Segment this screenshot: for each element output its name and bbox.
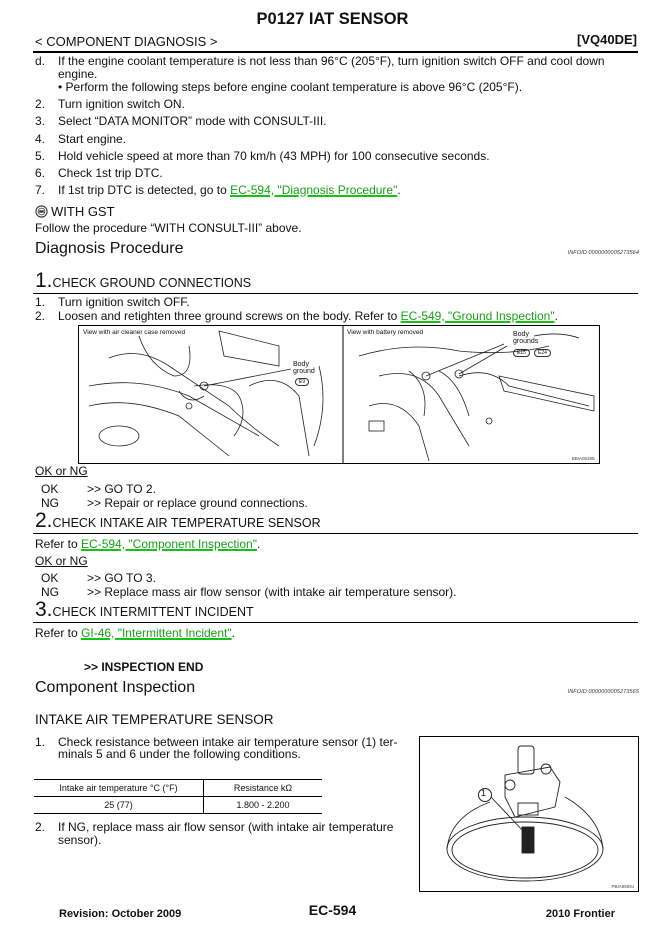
figure-code: PBIA9559J	[611, 884, 634, 889]
sensor-figure	[419, 736, 639, 892]
left-callout-line1: Body	[293, 361, 309, 368]
result-text: >> GO TO 3.	[87, 571, 156, 585]
step-item	[35, 97, 185, 111]
refer-suffix: .	[231, 626, 235, 640]
step3-heading	[35, 599, 254, 623]
gst-heading-text: WITH GST	[51, 204, 115, 219]
step-item	[35, 149, 490, 163]
inspection-item-2	[35, 820, 393, 834]
step3-number: 3.	[35, 598, 53, 621]
step1-heading	[35, 270, 251, 294]
right-view-caption: View with battery removed	[347, 329, 424, 336]
header-rule	[33, 51, 638, 53]
link-diagnosis-procedure[interactable]: EC-594, "Diagnosis Procedure"	[230, 183, 398, 197]
step2-number: 2.	[35, 509, 53, 532]
result-text: >> Repair or replace ground connections.	[87, 496, 308, 510]
item-number: 2.	[35, 309, 46, 323]
step-suffix: .	[397, 183, 401, 197]
step-number: 7.	[35, 183, 46, 197]
item-number: 2.	[35, 820, 46, 834]
item-text: Turn ignition switch OFF.	[58, 295, 190, 309]
step2-result-ok	[35, 571, 156, 585]
connector-e15: E15	[513, 349, 530, 357]
step-d-bullet: • Perform the following steps before engine coolant temperature is above 96°C (205°F).	[58, 80, 523, 94]
table-row	[34, 797, 322, 814]
step2-heading	[35, 510, 321, 534]
gst-text: Follow the procedure “WITH CONSULT-III” above.	[35, 221, 302, 235]
item-suffix: .	[554, 309, 558, 323]
item-number: 1.	[35, 735, 46, 749]
step2-title: CHECK INTAKE AIR TEMPERATURE SENSOR	[52, 516, 321, 530]
component-infoid: INFOID:0000000005273565	[567, 689, 639, 695]
engine-model: [VQ40DE]	[577, 32, 637, 47]
section-label: < COMPONENT DIAGNOSIS >	[35, 34, 218, 49]
ground-figure	[78, 325, 600, 464]
right-callout-line1: Body	[513, 331, 529, 338]
footer-page-number: EC-594	[308, 902, 357, 918]
result-text: >> Replace mass air flow sensor (with intake air temperature sensor).	[87, 585, 457, 599]
table-header-row	[34, 780, 322, 797]
step-number: 2.	[35, 97, 46, 111]
table-cell: 1.800 - 2.200	[236, 800, 290, 810]
step2-okng-label: OK or NG	[35, 554, 88, 568]
step3-title: CHECK INTERMITTENT INCIDENT	[52, 605, 254, 619]
step-number: d.	[35, 54, 46, 68]
table-header: Intake air temperature °C (°F)	[34, 780, 204, 797]
left-callout	[293, 361, 315, 375]
item-text: If NG, replace mass air flow sensor (with intake air temperature	[58, 820, 394, 834]
step-number: 4.	[35, 132, 46, 146]
step-text: Hold vehicle speed at more than 70 km/h (43 MPH) for 100 consecutive seconds.	[58, 149, 490, 163]
step2-result-ng	[35, 585, 457, 599]
iat-sensor-subheading: INTAKE AIR TEMPERATURE SENSOR	[35, 712, 274, 727]
result-label: OK	[41, 482, 59, 496]
diagnosis-infoid: INFOID:0000000005273564	[567, 250, 639, 256]
step1-number: 1.	[35, 269, 53, 292]
right-callout	[513, 331, 538, 345]
inspection-item-2-continued: sensor).	[58, 833, 102, 847]
step-text: Check 1st trip DTC.	[58, 166, 163, 180]
refer-suffix: .	[256, 537, 261, 551]
step-text: Select “DATA MONITOR” mode with CONSULT-III.	[58, 114, 327, 128]
step1-result-ng	[35, 496, 308, 510]
step1-okng-label: OK or NG	[35, 464, 88, 478]
step-text: If the engine coolant temperature is not less than 96°C (205°F), turn ignition switch OFF and cool down	[58, 54, 605, 68]
item-number: 1.	[35, 295, 46, 309]
gst-tool-icon	[35, 205, 48, 218]
step1-item	[35, 295, 190, 309]
result-label: NG	[41, 585, 59, 599]
inspection-item-1-continued: minals 5 and 6 under the following conditions.	[58, 747, 301, 761]
step-number: 5.	[35, 149, 46, 163]
connector-e24: E24	[534, 349, 551, 357]
link-ground-inspection[interactable]: EC-549, "Ground Inspection"	[400, 309, 555, 323]
connector-e9: E9	[295, 378, 309, 386]
link-component-inspection[interactable]: EC-594, "Component Inspection"	[81, 537, 257, 551]
refer-prefix: Refer to	[35, 626, 82, 640]
step-number: 3.	[35, 114, 46, 128]
table-header: Resistance kΩ	[233, 783, 293, 793]
step-item	[35, 132, 126, 146]
step3-rule	[33, 622, 638, 623]
page-title: P0127 IAT SENSOR	[256, 10, 409, 28]
inspection-end: >> INSPECTION END	[84, 660, 204, 674]
sensor-callout: 1	[481, 788, 487, 798]
step-item	[35, 183, 401, 197]
result-text: >> GO TO 2.	[87, 482, 156, 496]
diagnosis-heading: Diagnosis Procedure	[35, 240, 184, 257]
step1-result-ok	[35, 482, 156, 496]
step-item	[35, 166, 163, 180]
ground-illustration	[79, 326, 599, 463]
resistance-spec-table	[34, 779, 322, 814]
step-d	[35, 54, 605, 68]
figure-code: BBIA0539E	[571, 456, 595, 461]
right-callout-line2: grounds	[513, 338, 539, 345]
step3-refer	[35, 626, 235, 640]
step-item	[35, 114, 327, 128]
step-text: Turn ignition switch ON.	[58, 97, 185, 111]
maf-sensor-illustration	[420, 737, 638, 891]
table-cell: 25 (77)	[34, 797, 204, 814]
footer-revision: Revision: October 2009	[59, 908, 182, 920]
result-label: OK	[41, 571, 59, 585]
step1-item	[35, 309, 558, 323]
item-text: Loosen and retighten three ground screws on the body. Refer to	[58, 309, 401, 323]
left-callout-line2: ground	[293, 368, 315, 375]
step2-rule	[33, 533, 638, 534]
item-text: Check resistance between intake air temperature sensor (1) ter-	[58, 735, 398, 749]
step2-refer	[35, 537, 260, 551]
step1-title: CHECK GROUND CONNECTIONS	[52, 276, 252, 290]
component-inspection-heading: Component Inspection	[35, 679, 196, 696]
left-view-caption: View with air cleaner case removed	[83, 329, 186, 336]
result-label: NG	[41, 496, 59, 510]
step-d-continued: engine.	[58, 67, 98, 81]
step1-rule	[33, 293, 638, 294]
step-text: If 1st trip DTC is detected, go to	[58, 183, 231, 197]
step-text: Start engine.	[58, 132, 127, 146]
gst-heading	[35, 205, 115, 219]
step-number: 6.	[35, 166, 46, 180]
refer-prefix: Refer to	[35, 537, 82, 551]
footer-vehicle: 2010 Frontier	[545, 908, 615, 920]
link-intermittent-incident[interactable]: GI-46, "Intermittent Incident"	[81, 626, 232, 640]
